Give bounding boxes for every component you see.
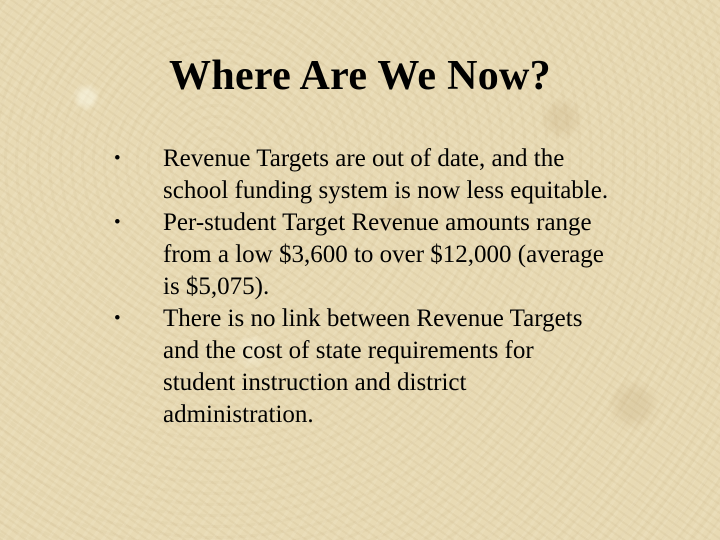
bullet-item bbox=[110, 207, 610, 303]
bullet-icon: • bbox=[114, 148, 121, 169]
bullet-item bbox=[110, 303, 610, 431]
bullet-text: There is no link between Revenue Targets and the cost of state requirements for student instruction and district administration. bbox=[163, 305, 583, 428]
bullet-icon: • bbox=[114, 212, 121, 233]
bullet-list bbox=[110, 143, 610, 431]
bullet-item bbox=[110, 143, 610, 207]
bullet-text: Revenue Targets are out of date, and the school funding system is now less equitable. bbox=[163, 145, 609, 204]
bullet-icon: • bbox=[114, 308, 121, 329]
bullet-text: Per-student Target Revenue amounts range from a low $3,600 to over $12,000 (average is $5,075). bbox=[163, 209, 604, 300]
slide-title: Where Are We Now? bbox=[169, 53, 551, 99]
